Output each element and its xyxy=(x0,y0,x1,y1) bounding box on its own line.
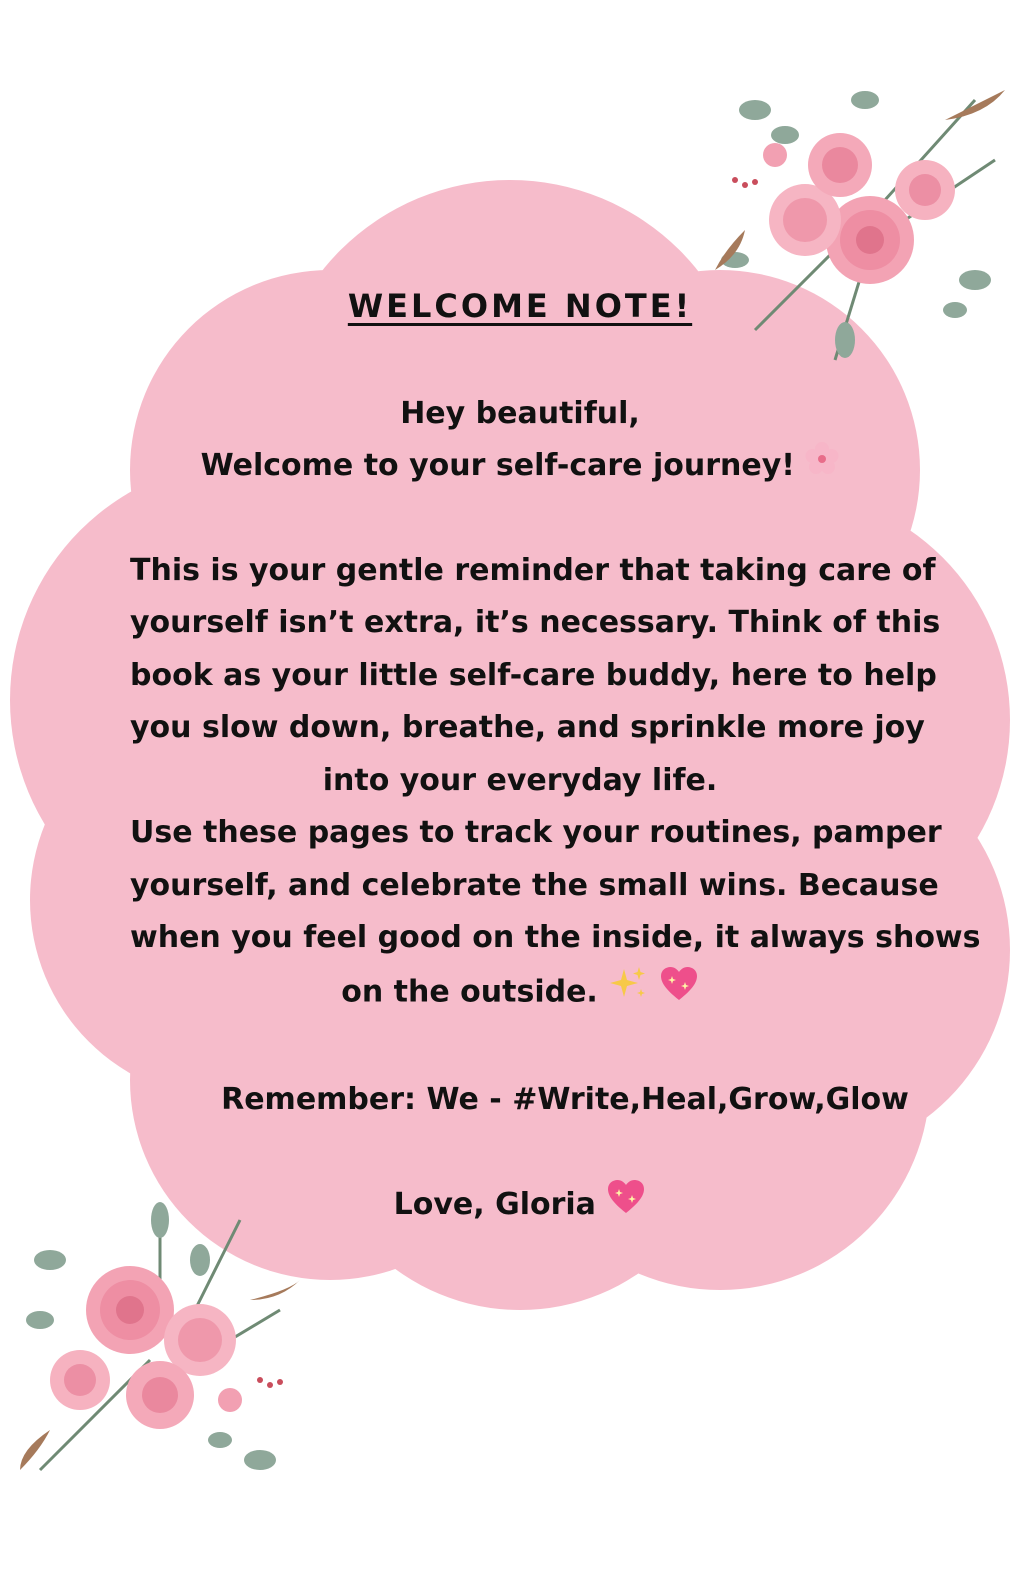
signoff-text: Love, Gloria xyxy=(393,1187,596,1222)
body-line: book as your little self-care buddy, here to help xyxy=(130,657,937,693)
floral-bouquet-bottom-left xyxy=(10,1200,310,1500)
body-line: Use these pages to track your routines, pamper xyxy=(130,815,942,850)
body-line: This is your gentle reminder that taking care of xyxy=(130,552,936,588)
body-line-last xyxy=(130,965,910,1021)
greeting-line-2 xyxy=(120,440,920,493)
note-title: WELCOME NOTE! xyxy=(347,287,693,325)
sparkles-icon xyxy=(608,965,648,1021)
body-line: into your everyday life. xyxy=(322,762,718,798)
greeting-line-1: Hey beautiful, xyxy=(400,396,640,431)
body-line: yourself, and celebrate the small wins. Because xyxy=(130,867,939,903)
remember-line: Remember: We - #Write,Heal,Grow,Glow xyxy=(221,1082,909,1117)
body-line: on the outside. xyxy=(341,973,598,1009)
note-body xyxy=(120,545,981,1021)
sparkling-heart-icon xyxy=(606,1178,646,1233)
greeting-line-2-text: Welcome to your self-care journey! xyxy=(200,448,795,483)
body-line: when you feel good on the inside, it always shows xyxy=(130,920,981,955)
welcome-note xyxy=(120,282,981,1233)
sparkling-heart-icon xyxy=(659,965,699,1021)
signoff xyxy=(120,1178,920,1233)
body-line: yourself isn’t extra, it’s necessary. Think of this xyxy=(130,605,941,640)
body-line: you slow down, breathe, and sprinkle more joy xyxy=(130,710,925,745)
cherry-blossom-icon xyxy=(805,441,839,493)
greeting xyxy=(120,388,920,493)
